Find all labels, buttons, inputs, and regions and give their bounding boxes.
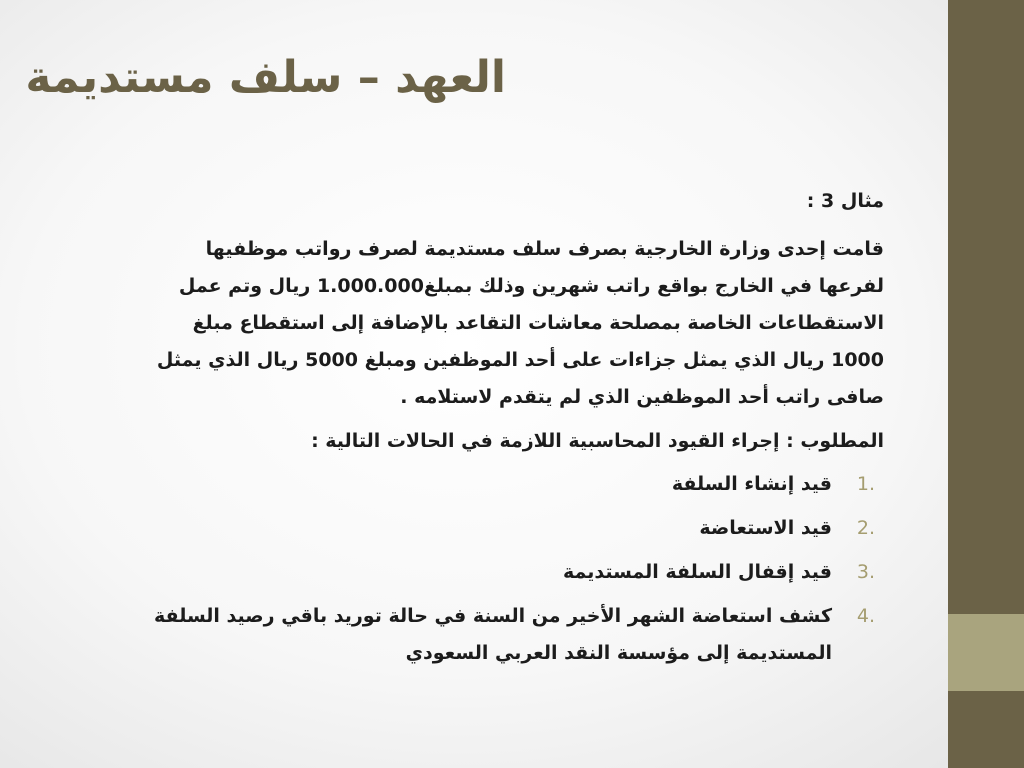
list-item xyxy=(78,554,884,591)
example-body-line: صافى راتب أحد الموظفين الذي لم يتقدم لاستلامه . xyxy=(400,386,884,408)
requirement-text: المطلوب : إجراء القيود المحاسبية اللازمة في الحالات التالية : xyxy=(311,430,884,452)
list-item xyxy=(78,598,884,672)
list-item xyxy=(78,466,884,503)
list-item-number: 3. xyxy=(856,561,876,583)
cases-list xyxy=(78,466,884,672)
list-item-number: 1. xyxy=(856,473,876,495)
example-body-line: قامت إحدى وزارة الخارجية بصرف سلف مستديمة لصرف رواتب موظفيها xyxy=(205,238,884,260)
list-item xyxy=(78,510,884,547)
side-accent-block xyxy=(948,614,1024,691)
example-body-line: الاستقطاعات الخاصة بمصلحة معاشات التقاعد بالإضافة إلى استقطاع مبلغ xyxy=(192,312,884,334)
list-item-text: كشف استعاضة الشهر الأخير من السنة في حالة توريد باقي رصيد السلفة المستديمة إلى مؤسسة النقد العربي السعودي xyxy=(154,605,832,664)
list-item-text: قيد إقفال السلفة المستديمة xyxy=(562,561,832,583)
list-item-text: قيد إنشاء السلفة xyxy=(671,473,832,495)
example-body xyxy=(78,231,884,416)
example-label: مثال 3 : xyxy=(806,190,884,212)
slide-title: العهد – سلف مستديمة xyxy=(25,52,506,103)
example-body-line: 1000 ريال الذي يمثل جزاءات على أحد الموظفين ومبلغ 5000 ريال الذي يمثل xyxy=(156,349,884,371)
list-item-number: 2. xyxy=(856,517,876,539)
list-item-number: 4. xyxy=(856,605,876,627)
example-body-line: لفرعها في الخارج بواقع راتب شهرين وذلك بمبلغ1.000.000 ريال وتم عمل xyxy=(178,275,884,297)
list-item-text: قيد الاستعاضة xyxy=(699,517,832,539)
slide-content xyxy=(78,183,884,679)
